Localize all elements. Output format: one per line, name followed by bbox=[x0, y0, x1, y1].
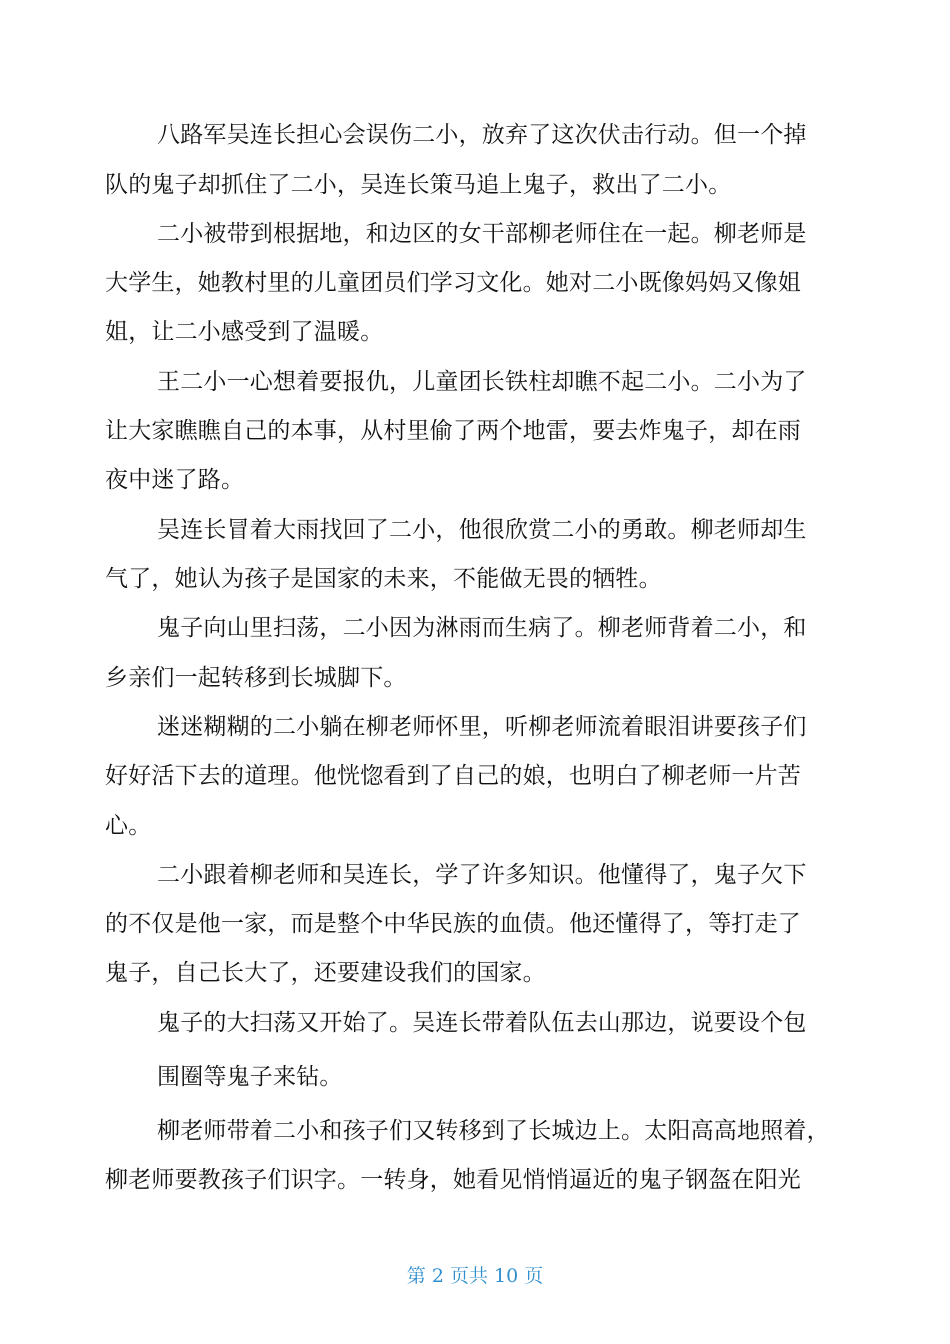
text-line: 王二小一心想着要报仇，儿童团长铁柱却瞧不起二小。二小为了 bbox=[157, 369, 807, 395]
text-line: 的不仅是他一家，而是整个中华民族的血债。他还懂得了，等打走了 bbox=[105, 911, 801, 937]
text-line: 二小被带到根据地，和边区的女干部柳老师住在一起。柳老师是 bbox=[157, 221, 807, 247]
text-line: 柳老师要教孩子们识字。一转身，她看见悄悄逼近的鬼子钢盔在阳光 bbox=[105, 1167, 801, 1193]
text-line: 柳老师带着二小和孩子们又转移到了长城边上。太阳高高地照着， bbox=[157, 1118, 830, 1144]
page-number-footer: 第 2 页共 10 页 bbox=[406, 1265, 544, 1287]
text-line: 好好活下去的道理。他恍惚看到了自己的娘，也明白了柳老师一片苦 bbox=[105, 763, 801, 789]
text-line: 二小跟着柳老师和吴连长，学了许多知识。他懂得了，鬼子欠下 bbox=[157, 862, 807, 888]
text-line: 乡亲们一起转移到长城脚下。 bbox=[105, 665, 407, 691]
text-line: 鬼子的大扫荡又开始了。吴连长带着队伍去山那边，说要设个包 bbox=[157, 1010, 807, 1036]
text-line: 吴连长冒着大雨找回了二小，他很欣赏二小的勇敢。柳老师却生 bbox=[157, 517, 807, 543]
text-line: 队的鬼子却抓住了二小，吴连长策马追上鬼子，救出了二小。 bbox=[105, 172, 732, 198]
text-line: 气了，她认为孩子是国家的未来，不能做无畏的牺牲。 bbox=[105, 566, 662, 592]
text-line: 鬼子向山里扫荡，二小因为淋雨而生病了。柳老师背着二小，和 bbox=[157, 615, 807, 641]
text-line: 围圈等鬼子来钻。 bbox=[157, 1064, 343, 1090]
text-line: 迷迷糊糊的二小躺在柳老师怀里，听柳老师流着眼泪讲要孩子们 bbox=[157, 714, 807, 740]
text-line: 心。 bbox=[105, 813, 152, 839]
text-line: 八路军吴连长担心会误伤二小，放弃了这次伏击行动。但一个掉 bbox=[157, 122, 807, 148]
text-line: 大学生，她教村里的儿童团员们学习文化。她对二小既像妈妈又像姐 bbox=[105, 270, 801, 296]
text-line: 夜中迷了路。 bbox=[105, 467, 245, 493]
text-line: 姐，让二小感受到了温暖。 bbox=[105, 319, 384, 345]
text-line: 让大家瞧瞧自己的本事，从村里偷了两个地雷，要去炸鬼子，却在雨 bbox=[105, 418, 801, 444]
text-line: 鬼子，自己长大了，还要建设我们的国家。 bbox=[105, 960, 546, 986]
